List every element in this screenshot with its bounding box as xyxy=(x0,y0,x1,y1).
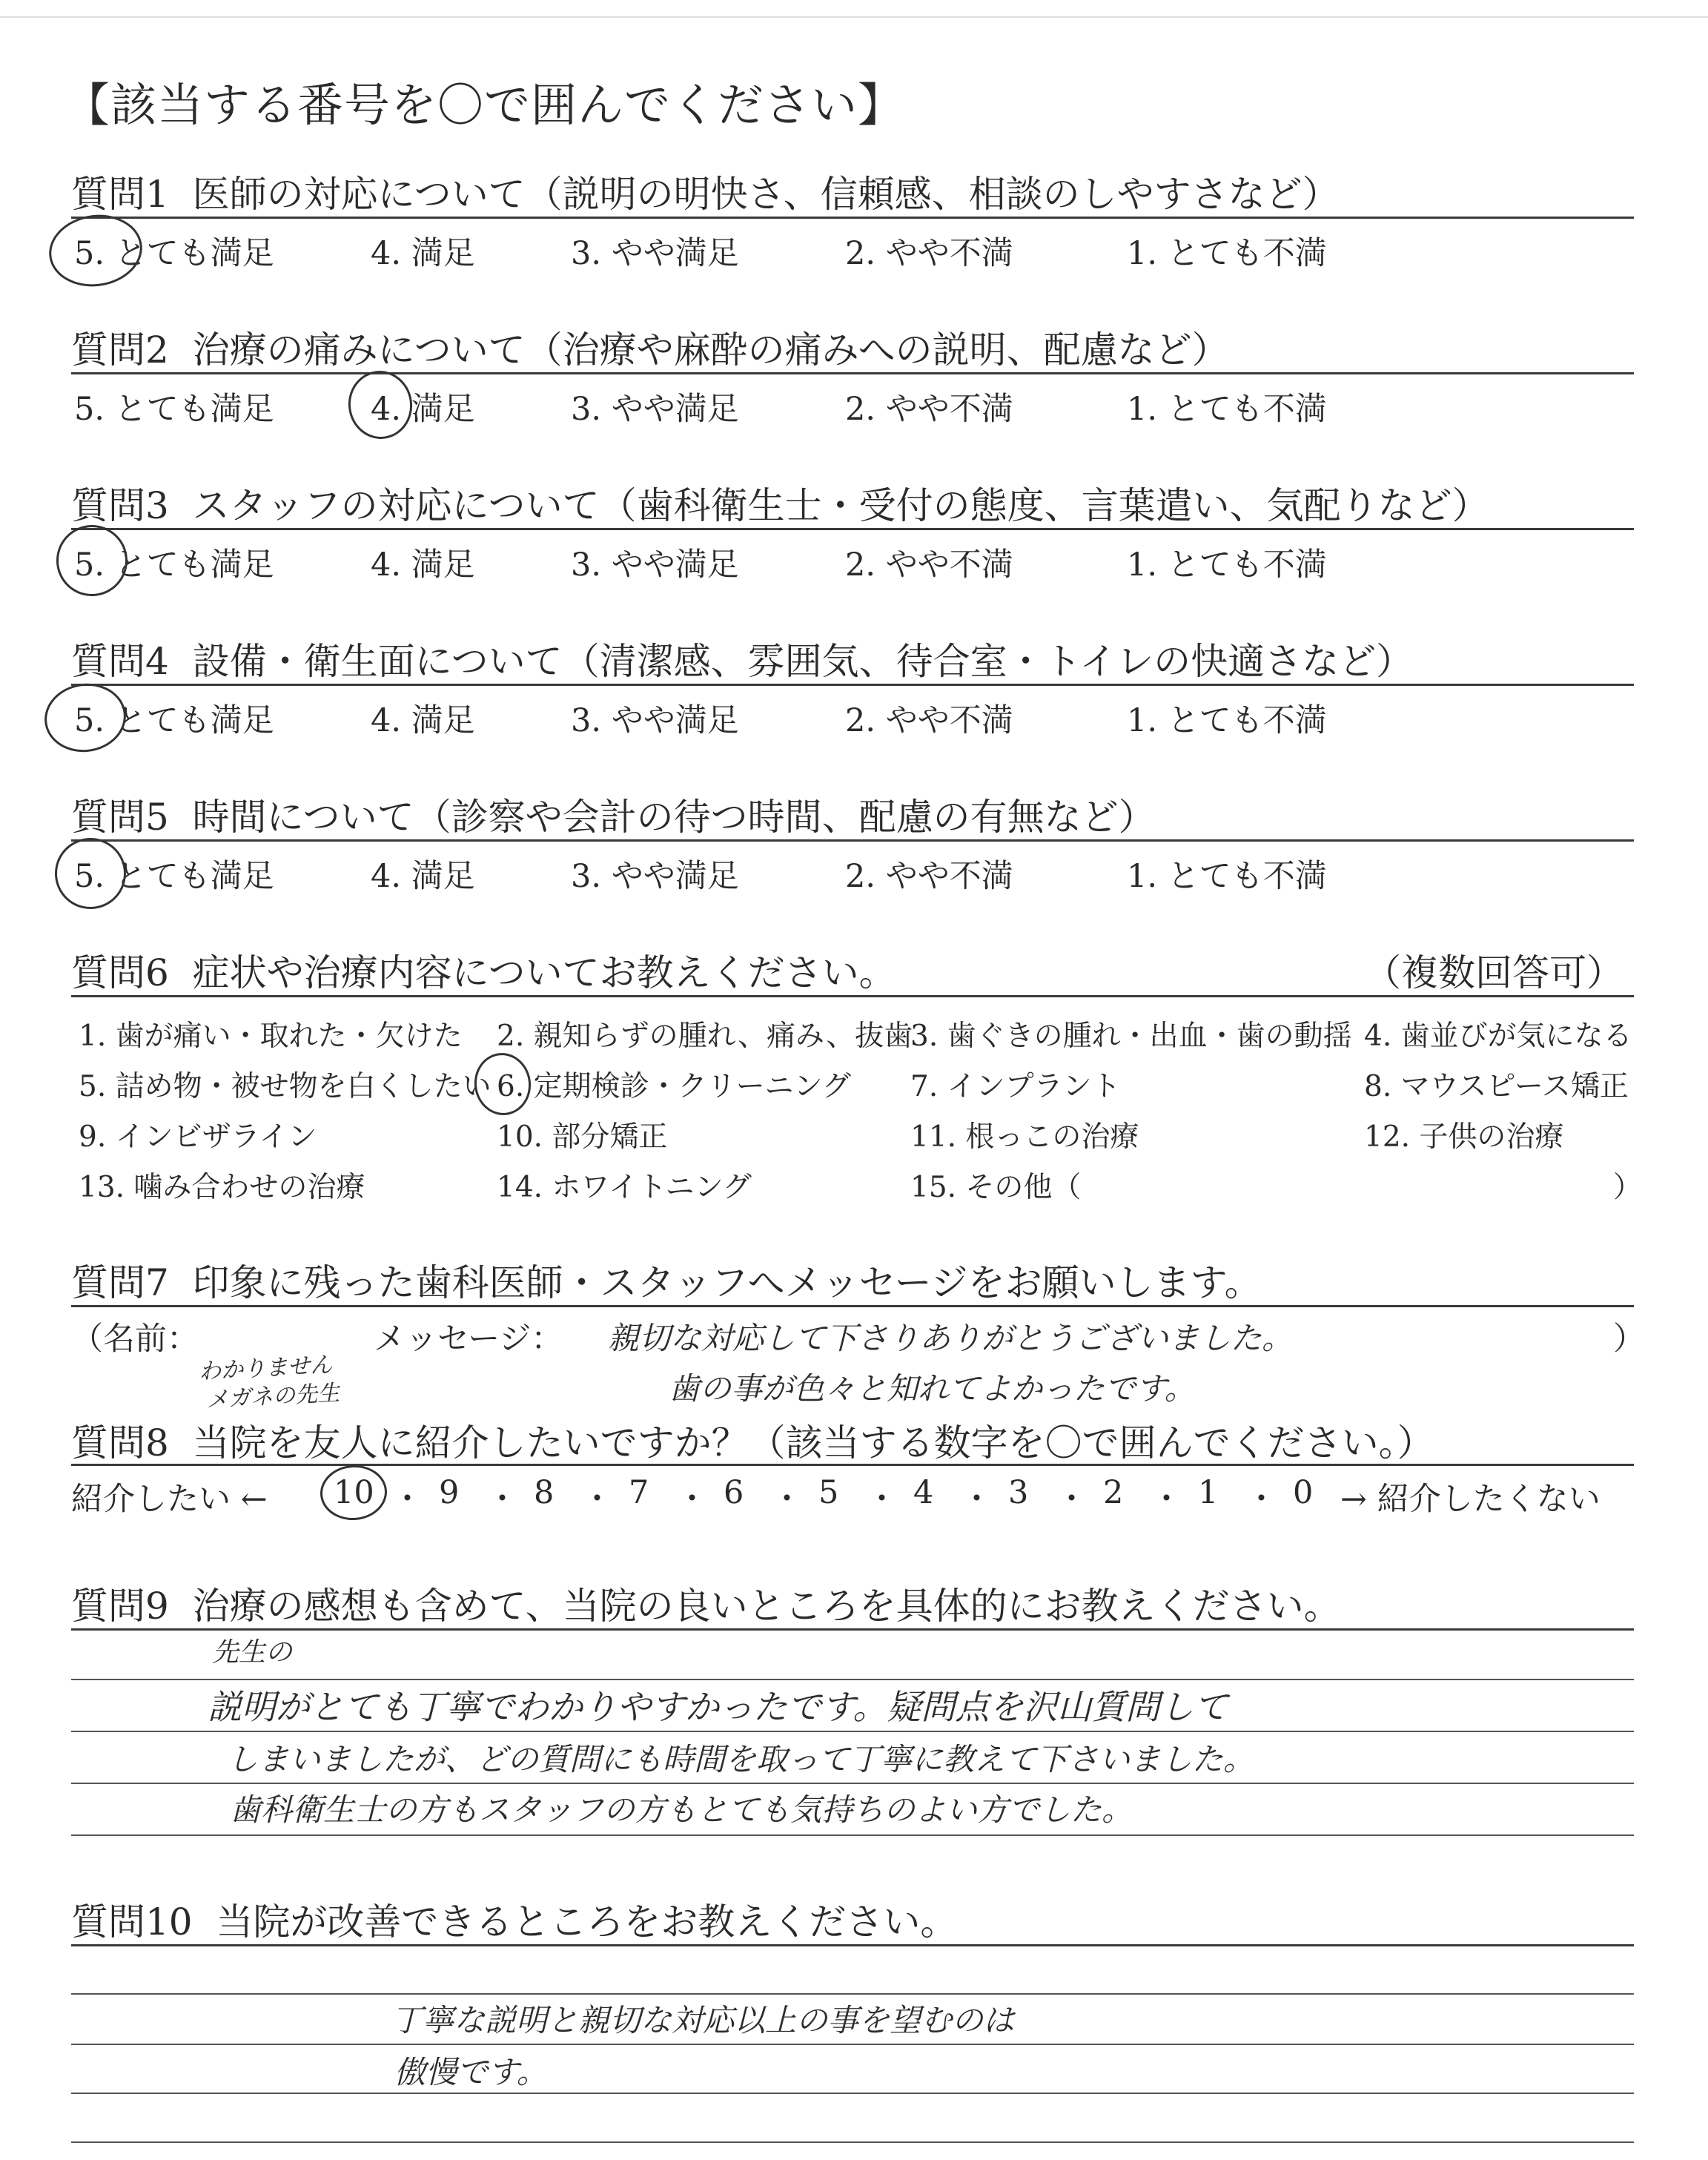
q6-option-4[interactable]: 4. 歯並びが気になる xyxy=(1364,1020,1632,1053)
question-label: 質問4 xyxy=(71,640,169,683)
question-underline xyxy=(71,1628,1634,1631)
scale-separator: ・ xyxy=(866,1481,898,1518)
option-1[interactable]: 1. とても不満 xyxy=(1127,235,1327,272)
option-2[interactable]: 2. やや不満 xyxy=(845,391,1013,428)
question-underline xyxy=(71,217,1634,219)
option-4[interactable]: 4. 満足 xyxy=(371,391,475,428)
question-underline xyxy=(71,1944,1634,1946)
q6-option-10[interactable]: 10. 部分矯正 xyxy=(497,1120,668,1154)
message-label: メッセージ： xyxy=(374,1321,563,1358)
answer-line xyxy=(71,1834,1634,1836)
recommend-left-label: 紹介したい ← xyxy=(71,1481,268,1518)
scale-5[interactable]: 5 xyxy=(818,1474,839,1511)
question-text: 当院が改善できるところをお教えください。 xyxy=(216,1900,958,1943)
option-3[interactable]: 3. やや満足 xyxy=(571,858,739,895)
question-underline xyxy=(71,528,1634,530)
question-label: 質問2 xyxy=(71,328,169,371)
handwritten-name-line-1: わかりません xyxy=(198,1352,333,1385)
q6-option-14[interactable]: 14. ホワイトニング xyxy=(497,1171,752,1204)
scale-separator: ・ xyxy=(486,1481,518,1518)
q6-option-13[interactable]: 13. 噛み合わせの治療 xyxy=(79,1171,365,1204)
selection-circle xyxy=(52,521,132,601)
option-5[interactable]: 5. とても満足 xyxy=(74,391,274,428)
scale-7[interactable]: 7 xyxy=(629,1474,649,1511)
option-4[interactable]: 4. 満足 xyxy=(371,702,475,739)
option-5[interactable]: 5. とても満足 xyxy=(74,546,274,584)
q6-option-5[interactable]: 5. 詰め物・被せ物を白くしたい xyxy=(79,1070,491,1103)
handwritten-answer-line-3: しまいましたが、どの質問にも時間を取って丁寧に教えて下さいました。 xyxy=(227,1741,1255,1777)
option-4[interactable]: 4. 満足 xyxy=(371,858,475,895)
scale-separator: ・ xyxy=(1151,1481,1182,1518)
option-2[interactable]: 2. やや不満 xyxy=(845,858,1013,895)
scale-9[interactable]: 9 xyxy=(439,1474,460,1511)
selection-circle xyxy=(319,1463,389,1522)
handwritten-answer-line-2: 傲慢です。 xyxy=(394,2054,548,2090)
question-label: 質問6 xyxy=(71,951,169,994)
handwritten-message-line-2: 歯の事が色々と知れてよかったです。 xyxy=(669,1370,1196,1407)
selection-circle xyxy=(471,1049,535,1119)
selection-circle xyxy=(44,209,147,293)
question-label: 質問8 xyxy=(71,1421,169,1464)
selection-circle xyxy=(344,366,417,443)
question-underline xyxy=(71,1464,1634,1466)
scale-separator: ・ xyxy=(961,1481,993,1518)
question-underline xyxy=(71,995,1634,997)
option-5[interactable]: 5. とても満足 xyxy=(74,235,274,272)
question-text: 印象に残った歯科医師・スタッフへメッセージをお願いします。 xyxy=(192,1261,1262,1304)
page-top-edge xyxy=(0,16,1708,18)
scale-3[interactable]: 3 xyxy=(1008,1474,1029,1511)
option-1[interactable]: 1. とても不満 xyxy=(1127,702,1327,739)
option-1[interactable]: 1. とても不満 xyxy=(1127,546,1327,584)
selection-circle xyxy=(50,833,130,914)
handwritten-message-line-1: 親切な対応して下さりありがとうございました。 xyxy=(608,1320,1294,1356)
option-3[interactable]: 3. やや満足 xyxy=(571,702,739,739)
question-label: 質問7 xyxy=(71,1261,169,1304)
scale-separator: ・ xyxy=(676,1481,708,1518)
question-label: 質問9 xyxy=(71,1585,169,1628)
selection-circle xyxy=(40,678,130,757)
scale-10[interactable]: 10 xyxy=(334,1474,374,1511)
question-text: 医師の対応について（説明の明快さ、信頼感、相談のしやすさなど） xyxy=(192,173,1340,216)
recommend-right-label: → 紹介したくない xyxy=(1340,1481,1601,1518)
message-close-paren: ） xyxy=(1613,1321,1645,1358)
question-text: 症状や治療内容についてお教えください。 xyxy=(192,951,896,994)
q6-option-11[interactable]: 11. 根っこの治療 xyxy=(910,1120,1139,1154)
q6-option-2[interactable]: 2. 親知らずの腫れ、痛み、抜歯 xyxy=(497,1020,913,1053)
handwritten-answer-line-4: 歯科衛生士の方もスタッフの方もとても気持ちのよい方でした。 xyxy=(230,1791,1133,1828)
option-5[interactable]: 5. とても満足 xyxy=(74,702,274,739)
question-label: 質問5 xyxy=(71,796,169,839)
question-underline xyxy=(71,839,1634,842)
handwritten-answer-line-2: 説明がとても丁寧でわかりやすかったです。疑問点を沢山質問して xyxy=(208,1687,1228,1727)
q6-option-9[interactable]: 9. インビザライン xyxy=(79,1120,317,1154)
q6-other-close-paren: ） xyxy=(1613,1171,1643,1204)
q6-option-3[interactable]: 3. 歯ぐきの腫れ・出血・歯の動揺 xyxy=(910,1020,1352,1053)
handwritten-answer-line-1: 先生の xyxy=(212,1637,293,1668)
answer-line xyxy=(71,1993,1634,1995)
option-3[interactable]: 3. やや満足 xyxy=(571,235,739,272)
q6-option-15[interactable]: 15. その他（ xyxy=(910,1171,1082,1204)
question-text: 治療の感想も含めて、当院の良いところを具体的にお教えください。 xyxy=(192,1585,1341,1628)
question-underline xyxy=(71,1305,1634,1307)
scale-separator: ・ xyxy=(391,1481,423,1518)
question-label: 質問3 xyxy=(71,484,169,527)
option-1[interactable]: 1. とても不満 xyxy=(1127,858,1327,895)
option-4[interactable]: 4. 満足 xyxy=(371,546,475,584)
page-title: 【該当する番号を〇で囲んでください】 xyxy=(64,78,905,132)
handwritten-answer-line-1: 丁寧な説明と親切な対応以上の事を望むのは xyxy=(391,2002,1015,2038)
scale-separator: ・ xyxy=(771,1481,803,1518)
question-underline xyxy=(71,684,1634,686)
option-2[interactable]: 2. やや不満 xyxy=(845,702,1013,739)
answer-line xyxy=(71,1783,1634,1784)
question-underline xyxy=(71,372,1634,374)
answer-line xyxy=(71,2093,1634,2094)
answer-line xyxy=(71,2141,1634,2143)
question-text: スタッフの対応について（歯科衛生士・受付の態度、言葉遣い、気配りなど） xyxy=(192,484,1489,527)
question-text: 当院を友人に紹介したいですか？（該当する数字を〇で囲んでください。） xyxy=(192,1421,1434,1464)
scale-1[interactable]: 1 xyxy=(1198,1474,1219,1511)
scale-separator: ・ xyxy=(1056,1481,1088,1518)
q6-option-8[interactable]: 8. マウスピース矯正 xyxy=(1364,1070,1629,1103)
question-text: 治療の痛みについて（治療や麻酔の痛みへの説明、配慮など） xyxy=(192,328,1229,371)
q6-option-7[interactable]: 7. インプラント xyxy=(910,1070,1121,1103)
scale-2[interactable]: 2 xyxy=(1103,1474,1124,1511)
option-1[interactable]: 1. とても不満 xyxy=(1127,391,1327,428)
scale-separator: ・ xyxy=(581,1481,613,1518)
question-text: 時間について（診察や会計の待つ時間、配慮の有無など） xyxy=(192,796,1156,839)
option-3[interactable]: 3. やや満足 xyxy=(571,546,739,584)
question-text: 設備・衛生面について（清潔感、雰囲気、待合室・トイレの快適さなど） xyxy=(192,640,1414,683)
question-label: 質問10 xyxy=(71,1900,193,1943)
multiple-answer-note: （複数回答可） xyxy=(1364,951,1623,994)
scale-8[interactable]: 8 xyxy=(534,1474,555,1511)
question-label: 質問1 xyxy=(71,173,169,216)
q6-option-6[interactable]: 6. 定期検診・クリーニング xyxy=(497,1070,851,1103)
option-2[interactable]: 2. やや不満 xyxy=(845,546,1013,584)
scale-0[interactable]: 0 xyxy=(1293,1474,1314,1511)
scale-separator: ・ xyxy=(1245,1481,1277,1518)
scale-4[interactable]: 4 xyxy=(913,1474,934,1511)
answer-line xyxy=(71,2044,1634,2045)
option-2[interactable]: 2. やや不満 xyxy=(845,235,1013,272)
name-label: （名前： xyxy=(71,1321,199,1358)
option-4[interactable]: 4. 満足 xyxy=(371,235,475,272)
option-3[interactable]: 3. やや満足 xyxy=(571,391,739,428)
q6-option-1[interactable]: 1. 歯が痛い・取れた・欠けた xyxy=(79,1020,463,1053)
q6-option-12[interactable]: 12. 子供の治療 xyxy=(1364,1120,1564,1154)
scale-6[interactable]: 6 xyxy=(724,1474,744,1511)
answer-line xyxy=(71,1731,1634,1732)
option-5[interactable]: 5. とても満足 xyxy=(74,858,274,895)
handwritten-name-line-2: メガネの先生 xyxy=(205,1380,340,1413)
